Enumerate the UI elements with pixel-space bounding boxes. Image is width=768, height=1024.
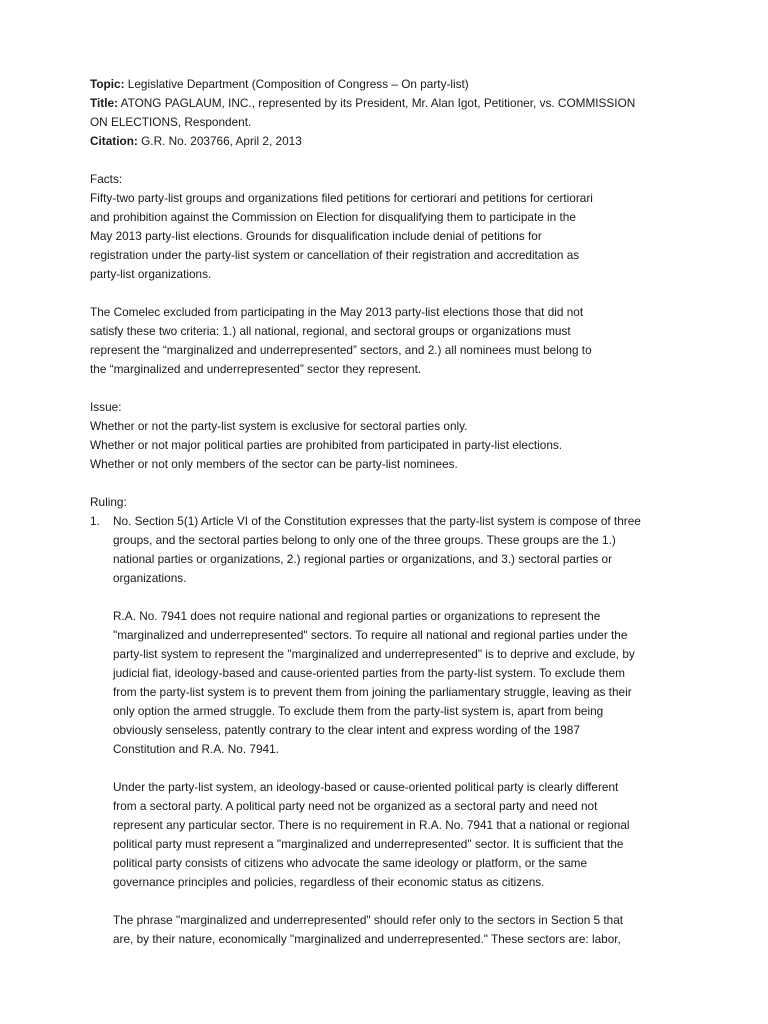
topic-value: Legislative Department (Composition of Congress – On party-list) [127,77,469,91]
ruling-heading: Ruling: [90,495,127,509]
text-line: "marginalized and underrepresented" sectors. To require all national and regional parties under the [113,628,628,642]
ruling-paragraph-3 [90,778,690,892]
citation-line [90,132,690,151]
text-line: governance principles and policies, regardless of their economic status as citizens. [113,875,545,889]
issue-item: Whether or not the party-list system is exclusive for sectoral parties only. [90,419,468,433]
text-line: represent the “marginalized and underrepresented” sectors, and 2.) all nominees must belong to [90,343,592,357]
spacer [90,474,690,493]
facts-paragraph-2 [90,303,690,379]
title-label: Title: [90,96,118,110]
document-body [90,75,690,949]
text-line: the “marginalized and underrepresented” sector they represent. [90,362,422,376]
text-line: party-list organizations. [90,267,212,281]
text-line: from the party-list system is to prevent them from joining the parliamentary struggle, leaving as their [113,685,632,699]
ruling-item-number: 1. [90,514,100,528]
text-line: political party must represent a "marginalized and underrepresented" sector. It is sufficient that the [113,837,624,851]
spacer [90,151,690,170]
text-line: are, by their nature, economically "marginalized and underrepresented." These sectors are: labor, [113,932,621,946]
title-value-1: ATONG PAGLAUM, INC., represented by its President, Mr. Alan Igot, Petitioner, vs. COMMISSION [120,96,636,110]
citation-label: Citation: [90,134,138,148]
topic-line [90,75,690,94]
text-line: political party consists of citizens who advocate the same ideology or platform, or the same [113,856,588,870]
facts-paragraph-1 [90,189,690,284]
text-line: national parties or organizations, 2.) regional parties or organizations, and 3.) sectoral parties or [113,552,613,566]
text-line: party-list system to represent the "marginalized and underrepresented" is to deprive and exclude, by [113,647,635,661]
text-line: judicial fiat, ideology-based and cause-oriented parties from the party-list system. To exclude them [113,666,625,680]
text-line: only option the armed struggle. To exclude them from the party-list system is, apart from being [113,704,604,718]
text-line: Constitution and R.A. No. 7941. [113,742,279,756]
title-line-1 [90,94,690,113]
issue-heading: Issue: [90,400,122,414]
text-line: groups, and the sectoral parties belong to only one of the three groups. These groups are the 1.) [113,533,616,547]
spacer [90,759,690,778]
issue-item: Whether or not major political parties are prohibited from participated in party-list elections. [90,438,563,452]
ruling-paragraph-2 [90,607,690,759]
citation-value: G.R. No. 203766, April 2, 2013 [141,134,302,148]
text-line: No. Section 5(1) Article VI of the Constitution expresses that the party-list system is compose of three [113,514,641,528]
text-line: satisfy these two criteria: 1.) all national, regional, and sectoral groups or organizations must [90,324,571,338]
text-line: Fifty-two party-list groups and organizations filed petitions for certiorari and petitions for certiorari [90,191,593,205]
text-line: Under the party-list system, an ideology-based or cause-oriented political party is clearly different [113,780,619,794]
ruling-paragraph-4 [90,911,690,949]
spacer [90,284,690,303]
facts-heading: Facts: [90,172,123,186]
spacer [90,379,690,398]
issue-item: Whether or not only members of the sector can be party-list nominees. [90,457,458,471]
text-line: from a sectoral party. A political party need not be organized as a sectoral party and need not [113,799,598,813]
text-line: represent any particular sector. There is no requirement in R.A. No. 7941 that a national or regional [113,818,630,832]
spacer [90,588,690,607]
text-line: May 2013 party-list elections. Grounds for disqualification include denial of petitions for [90,229,542,243]
text-line: registration under the party-list system or cancellation of their registration and accreditation as [90,248,580,262]
text-line: organizations. [113,571,187,585]
ruling-item-1 [90,512,690,588]
spacer [90,892,690,911]
text-line: obviously senseless, patently contrary to the clear intent and express wording of the 1987 [113,723,580,737]
topic-label: Topic: [90,77,125,91]
text-line: The Comelec excluded from participating in the May 2013 party-list elections those that did not [90,305,584,319]
text-line: The phrase "marginalized and underrepresented" should refer only to the sectors in Section 5 that [113,913,624,927]
text-line: R.A. No. 7941 does not require national and regional parties or organizations to represent the [113,609,601,623]
issue-list [90,417,690,474]
text-line: and prohibition against the Commission on Election for disqualifying them to participate in the [90,210,576,224]
title-line-2: ON ELECTIONS, Respondent. [90,115,252,129]
